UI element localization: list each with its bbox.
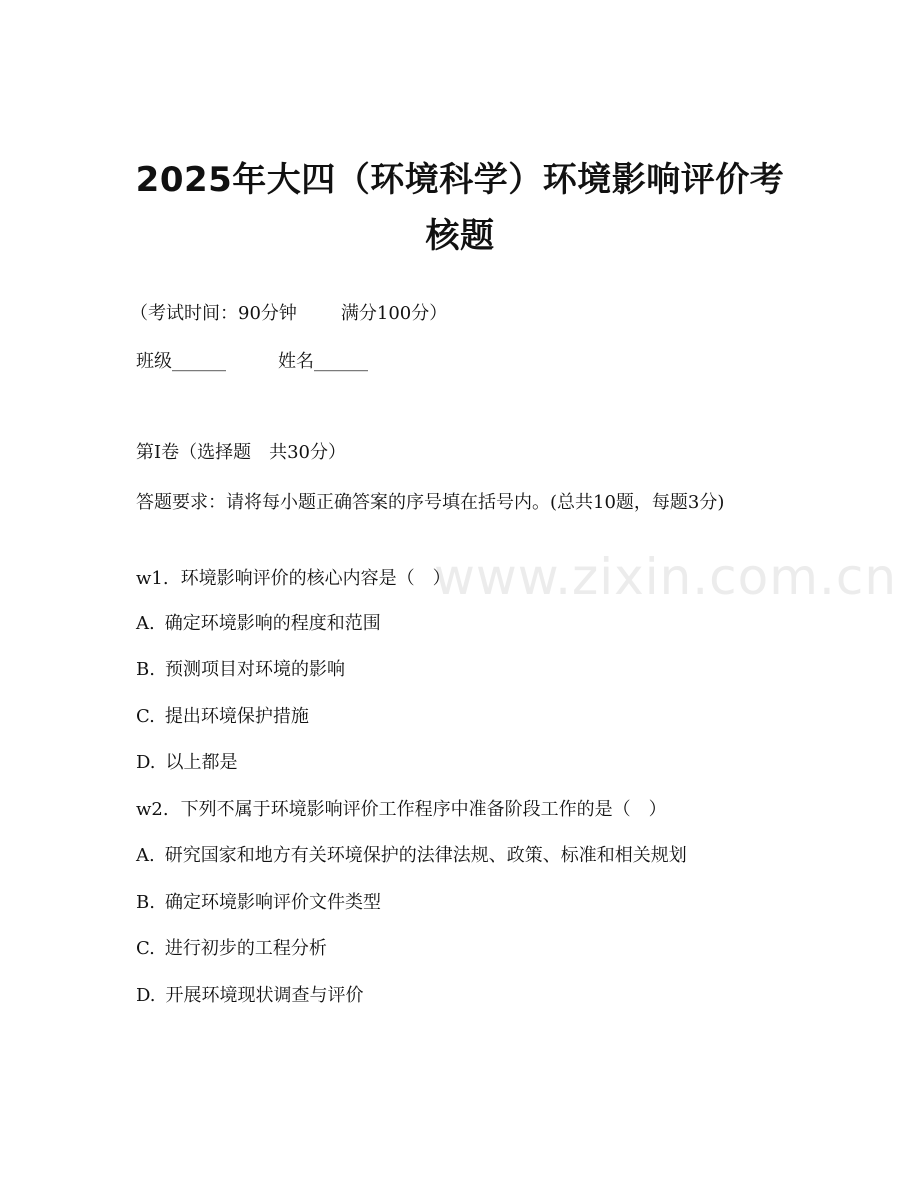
instructions: 答题要求：请将每小题正确答案的序号填在括号内。(总共10题，每题3分): [136, 492, 725, 513]
option-letter: B.: [136, 659, 155, 680]
option-text: 确定环境影响评价文件类型: [164, 892, 381, 913]
option-b: [136, 658, 345, 682]
option-text: 研究国家和地方有关环境保护的法律法规、政策、标准和相关规划: [164, 845, 687, 866]
option-a: [136, 844, 687, 868]
watermark: www.zixin.com.cn: [434, 548, 898, 606]
option-text: 提出环境保护措施: [164, 706, 309, 727]
option-letter: C.: [136, 938, 155, 959]
document-title: 2025年大四（环境科学）环境影响评价考核题: [135, 160, 785, 256]
question-number: w2.: [136, 799, 169, 820]
option-letter: A.: [136, 613, 155, 634]
question-number: w1.: [136, 568, 169, 589]
option-text: 预测项目对环境的影响: [164, 659, 345, 680]
student-info: [136, 350, 368, 374]
option-d: [136, 751, 238, 775]
option-letter: C.: [136, 706, 155, 727]
option-text: 开展环境现状调查与评价: [165, 985, 364, 1006]
question-text: 下列不属于环境影响评价工作程序中准备阶段工作的是（ ）: [180, 799, 667, 820]
exam-time: （考试时间：90分钟: [130, 303, 297, 324]
option-letter: D.: [136, 752, 156, 773]
option-letter: B.: [136, 892, 155, 913]
question-text: 环境影响评价的核心内容是（ ）: [180, 568, 451, 589]
question-2: [136, 798, 667, 822]
option-d: [136, 984, 364, 1008]
option-letter: D.: [136, 985, 156, 1006]
question-1: [136, 567, 451, 591]
option-a: [136, 612, 381, 636]
name-field: 姓名______: [278, 351, 368, 372]
full-score: 满分100分）: [340, 303, 448, 324]
option-text: 以上都是: [165, 752, 238, 773]
class-field: 班级______: [136, 351, 226, 372]
section-heading: 第I卷（选择题 共30分）: [136, 442, 347, 463]
option-letter: A.: [136, 845, 155, 866]
option-b: [136, 891, 381, 915]
exam-meta: [130, 302, 447, 326]
option-text: 确定环境影响的程度和范围: [164, 613, 381, 634]
option-c: [136, 937, 327, 961]
option-text: 进行初步的工程分析: [164, 938, 327, 959]
option-c: [136, 705, 309, 729]
